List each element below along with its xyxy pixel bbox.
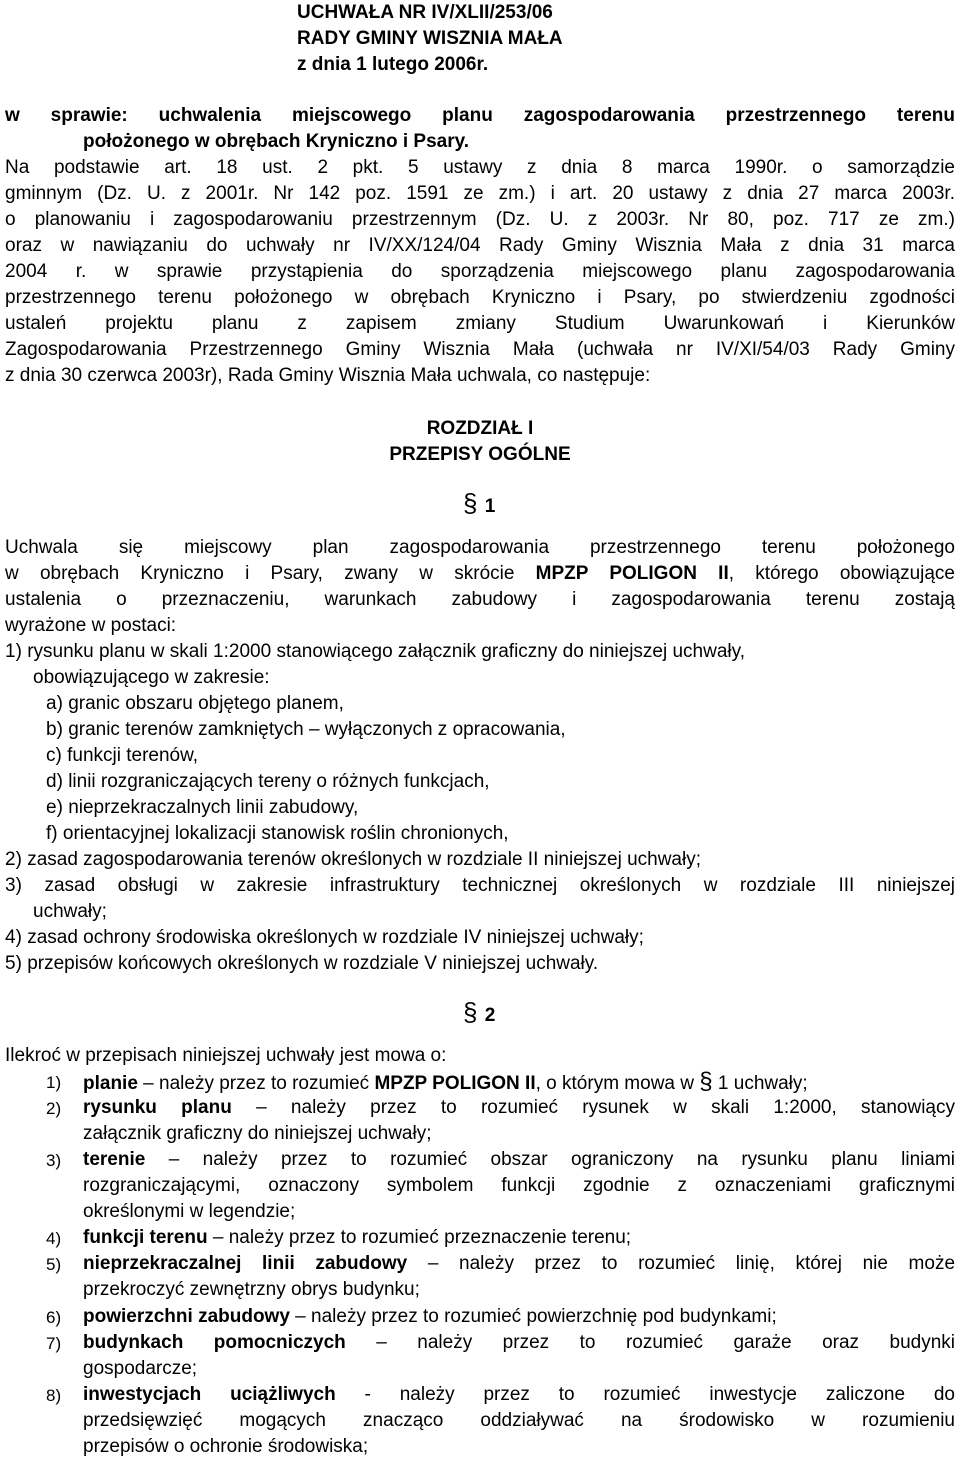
definition-item: planie – należy przez to rozumieć MPZP POLIGON II, o którym mowa w § 1 uchwały; — [83, 1068, 808, 1095]
definition-continuation: przepisów o ochronie środowiska; — [83, 1436, 369, 1457]
preamble-line: Zagospodarowania Przestrzennego Gminy Wisznia Mała (uchwała nr IV/XI/54/03 Rady Gminy — [5, 339, 955, 360]
preamble-line: ustaleń projektu planu z zapisem zmiany Studium Uwarunkowań i Kierunków — [5, 313, 955, 334]
definition-number: 3) — [46, 1151, 62, 1170]
definition-continuation: przekroczyć zewnętrzny obrys budynku; — [83, 1279, 420, 1300]
definition-item: nieprzekraczalnej linii zabudowy – należy przez to rozumieć linię, której nie może — [83, 1253, 956, 1274]
sub-list-item: c) funkcji terenów, — [46, 745, 199, 766]
par1-intro-line: Uchwala się miejscowy plan zagospodarowania przestrzennego terenu położonego — [5, 537, 955, 558]
preamble-line: 2004 r. w sprawie przystąpienia do sporządzenia miejscowego planu zagospodarowania — [5, 261, 955, 282]
resolution-date: z dnia 1 lutego 2006r. — [297, 54, 489, 75]
preamble-line: Na podstawie art. 18 ust. 2 pkt. 5 ustawy z dnia 8 marca 1990r. o samorządzie — [5, 157, 955, 178]
sub-list-item: a) granic obszaru objętego planem, — [46, 693, 344, 714]
resolution-number: UCHWAŁA NR IV/XLII/253/06 — [297, 2, 553, 23]
sub-list-item: f) orientacyjnej lokalizacji stanowisk roślin chronionych, — [46, 823, 509, 844]
paragraph-2-heading — [463, 997, 495, 1031]
paragraph-number: 2 — [484, 1005, 496, 1026]
preamble-line: o planowaniu i zagospodarowaniu przestrzennym (Dz. U. z 2003r. Nr 80, poz. 717 ze zm.) — [5, 209, 955, 230]
definition-term: budynkach pomocniczych — [83, 1332, 346, 1353]
subject-line-2: położonego w obrębach Kryniczno i Psary. — [83, 131, 470, 152]
definition-item: terenie – należy przez to rozumieć obszar ograniczony na rysunku planu liniami — [83, 1149, 955, 1170]
sub-list-item: d) linii rozgraniczających tereny o różnych funkcjach, — [46, 771, 490, 792]
par1-intro-line: w obrębach Kryniczno i Psary, zwany w skrócie MPZP POLIGON II, którego obowiązujące — [5, 563, 955, 584]
list-item-continuation: obowiązującego w zakresie: — [33, 667, 270, 688]
paragraph-number: 1 — [484, 496, 496, 517]
preamble-line: przestrzennego terenu położonego w obrębach Kryniczno i Psary, po stwierdzeniu zgodności — [5, 287, 955, 308]
list-item: 5) przepisów końcowych określonych w rozdziale V niniejszej uchwały. — [5, 953, 599, 974]
section-sign: § — [463, 488, 478, 518]
definition-item: powierzchni zabudowy – należy przez to rozumieć powierzchnię pod budynkami; — [83, 1306, 777, 1327]
par1-intro-line: ustalenia o przeznaczeniu, warunkach zabudowy i zagospodarowania terenu zostają — [5, 589, 955, 610]
paragraph-1-heading — [463, 488, 495, 522]
subject-line-1: w sprawie: uchwalenia miejscowego planu zagospodarowania przestrzennego terenu — [5, 105, 955, 126]
definition-item: budynkach pomocniczych – należy przez to rozumieć garaże oraz budynki — [83, 1332, 955, 1353]
sub-list-item: b) granic terenów zamkniętych – wyłączonych z opracowania, — [46, 719, 566, 740]
definition-term: funkcji terenu — [83, 1227, 208, 1248]
list-item: 4) zasad ochrony środowiska określonych w rozdziale IV niniejszej uchwały; — [5, 927, 644, 948]
list-item: 2) zasad zagospodarowania terenów określonych w rozdziale II niniejszej uchwały; — [5, 849, 701, 870]
chapter-title: ROZDZIAŁ I — [426, 418, 534, 439]
section-sign: § — [463, 997, 478, 1027]
definition-term: rysunku planu — [83, 1097, 232, 1118]
sub-list-item: e) nieprzekraczalnych linii zabudowy, — [46, 797, 359, 818]
preamble-line: gminnym (Dz. U. z 2001r. Nr 142 poz. 1591 ze zm.) i art. 20 ustawy z dnia 27 marca 2003r. — [5, 183, 955, 204]
definition-number: 7) — [46, 1334, 62, 1353]
list-item: 3) zasad obsługi w zakresie infrastruktury technicznej określonych w rozdziale III niniejszej — [5, 875, 955, 896]
definition-term: planie — [83, 1073, 138, 1094]
definition-item: rysunku planu – należy przez to rozumieć rysunek w skali 1:2000, stanowiący — [83, 1097, 955, 1118]
council-name: RADY GMINY WISZNIA MAŁA — [297, 28, 563, 49]
definition-continuation: określonymi w legendzie; — [83, 1201, 296, 1222]
section-sign: § — [699, 1068, 713, 1095]
definition-number: 5) — [46, 1255, 62, 1274]
definition-term: terenie — [83, 1149, 146, 1170]
definition-continuation: załącznik graficzny do niniejszej uchwały; — [83, 1123, 432, 1144]
preamble-line: z dnia 30 czerwca 2003r), Rada Gminy Wisznia Mała uchwala, co następuje: — [5, 365, 651, 386]
definition-number: 8) — [46, 1386, 62, 1405]
definition-continuation: przedsięwzięć mogących znacząco oddziaływać na środowisko w rozumieniu — [83, 1410, 955, 1431]
definition-term: inwestycjach uciążliwych — [83, 1384, 336, 1405]
chapter-subtitle: PRZEPISY OGÓLNE — [389, 444, 571, 465]
definition-number: 4) — [46, 1229, 62, 1248]
definition-item: funkcji terenu – należy przez to rozumieć przeznaczenie terenu; — [83, 1227, 632, 1248]
definition-number: 2) — [46, 1099, 62, 1118]
definition-continuation: gospodarcze; — [83, 1358, 198, 1379]
par2-intro: Ilekroć w przepisach niniejszej uchwały jest mowa o: — [5, 1045, 447, 1066]
plan-name: MPZP POLIGON II — [535, 563, 729, 584]
definition-number: 1) — [46, 1073, 62, 1092]
definition-term: powierzchni zabudowy — [83, 1306, 290, 1327]
definition-number: 6) — [46, 1308, 62, 1327]
preamble-line: oraz w nawiązaniu do uchwały nr IV/XX/124/04 Rady Gminy Wisznia Mała z dnia 31 marca — [5, 235, 955, 256]
par1-intro-line: wyrażone w postaci: — [5, 615, 177, 636]
list-item-continuation: uchwały; — [33, 901, 107, 922]
definition-term: nieprzekraczalnej linii zabudowy — [83, 1253, 408, 1274]
definition-continuation: rozgraniczającymi, oznaczony symbolem funkcji zgodnie z oznaczeniami graficznymi — [83, 1175, 955, 1196]
list-item: 1) rysunku planu w skali 1:2000 stanowiącego załącznik graficzny do niniejszej uchwały, — [5, 641, 745, 662]
definition-item: inwestycjach uciążliwych - należy przez to rozumieć inwestycje zaliczone do — [83, 1384, 955, 1405]
